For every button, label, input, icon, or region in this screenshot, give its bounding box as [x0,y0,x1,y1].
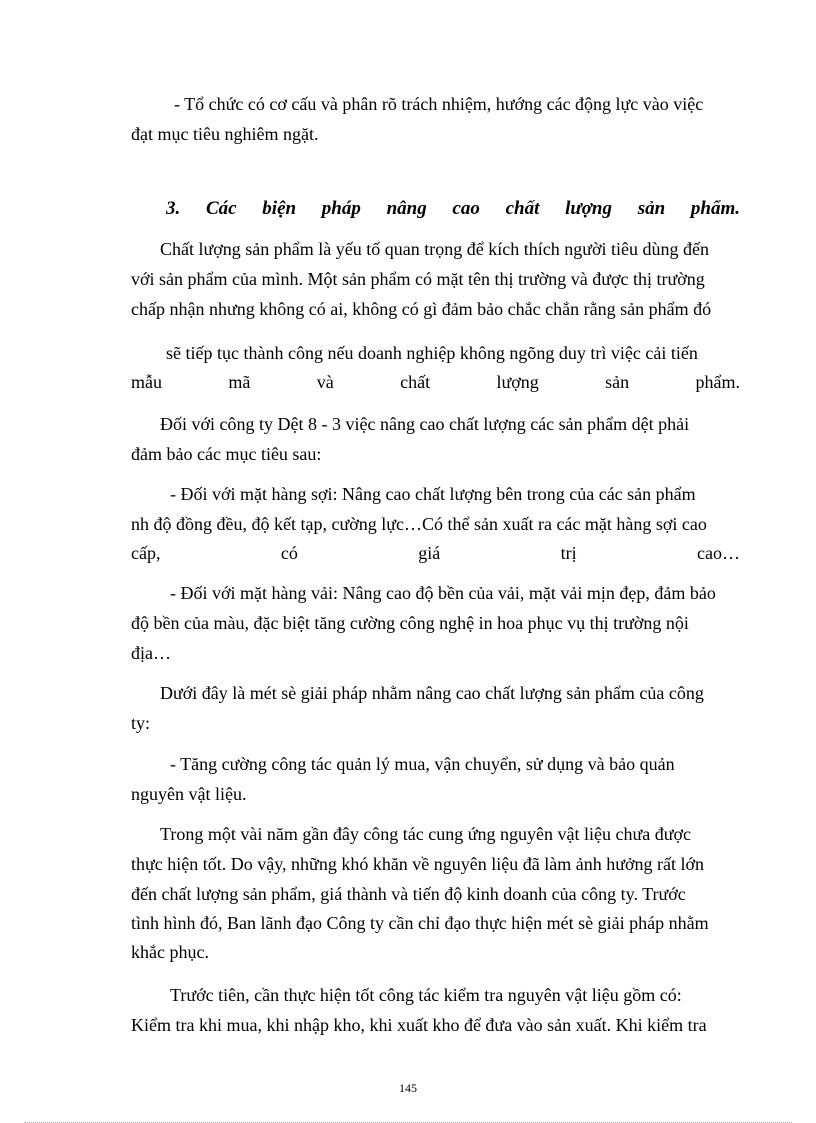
text-line: mẫu mã và chất lượng sản phẩm. [131,372,740,392]
text-line: nguyên vật liệu. [131,784,247,804]
section-heading: 3. Các biện pháp nâng cao chất lượng sản phẩm. [166,198,740,219]
text-line: đến chất lượng sản phẩm, giá thành và tiến độ kinh doanh của công ty. Trước [131,884,686,904]
text-line: khắc phục. [131,942,209,962]
text-line: sẽ tiếp tục thành công nếu doanh nghiệp không ngõng duy trì việc cải tiến [166,343,698,363]
text-line: với sản phẩm của mình. Một sản phẩm có mặt tên thị trường và được thị trường [131,269,705,289]
text-line: ty: [131,713,151,733]
text-line: độ bền của màu, đặc biệt tăng cường công nghệ in hoa phục vụ thị trường nội [131,613,689,633]
text-line: Trong một vài năm gần đây công tác cung ứng nguyên vật liệu chưa được [160,824,691,844]
text-line: đảm bảo các mục tiêu sau: [131,444,322,464]
text-line: - Tăng cường công tác quản lý mua, vận chuyển, sử dụng và bảo quản [170,754,675,774]
text-line: Kiểm tra khi mua, khi nhập kho, khi xuất kho để đưa vào sản xuất. Khi kiểm tra [131,1015,707,1035]
text-line: đạt mục tiêu nghiêm ngặt. [131,124,319,144]
text-line: thực hiện tốt. Do vậy, những khó khăn về nguyên liệu đã làm ảnh hưởng rất lớn [131,854,705,874]
text-line: địa… [131,643,171,663]
text-line: - Đối với mặt hàng vải: Nâng cao độ bền của vải, mặt vải mịn đẹp, đảm bảo [170,583,716,603]
text-line: Chất lượng sản phẩm là yếu tố quan trọng để kích thích người tiêu dùng đến [160,239,709,259]
text-line: Trước tiên, cần thực hiện tốt công tác kiểm tra nguyên vật liệu gồm có: [170,985,682,1005]
text-line: Đối với công ty Dệt 8 - 3 việc nâng cao chất lượng các sản phẩm dệt phải [160,414,690,434]
text-line: cấp, có giá trị cao… [131,543,740,563]
text-line: - Đối với mặt hàng sợi: Nâng cao chất lượng bên trong của các sản phẩm [170,484,696,504]
text-line: tình hình đó, Ban lãnh đạo Công ty cần chỉ đạo thực hiện mét sè giải pháp nhằm [131,913,709,933]
text-line: Dưới đây là mét sè giải pháp nhằm nâng cao chất lượng sản phẩm của công [160,683,704,703]
text-line: - Tổ chức có cơ cấu và phân rõ trách nhiệm, hướng các động lực vào việc [174,94,704,114]
page-number: 145 [399,1081,417,1095]
text-line: chấp nhận nhưng không có ai, không có gì đảm bảo chắc chắn rằng sản phẩm đó [131,299,712,319]
text-line: nh độ đồng đều, độ kết tạp, cường lực…Có thể sản xuất ra các mặt hàng sợi cao [131,514,707,534]
